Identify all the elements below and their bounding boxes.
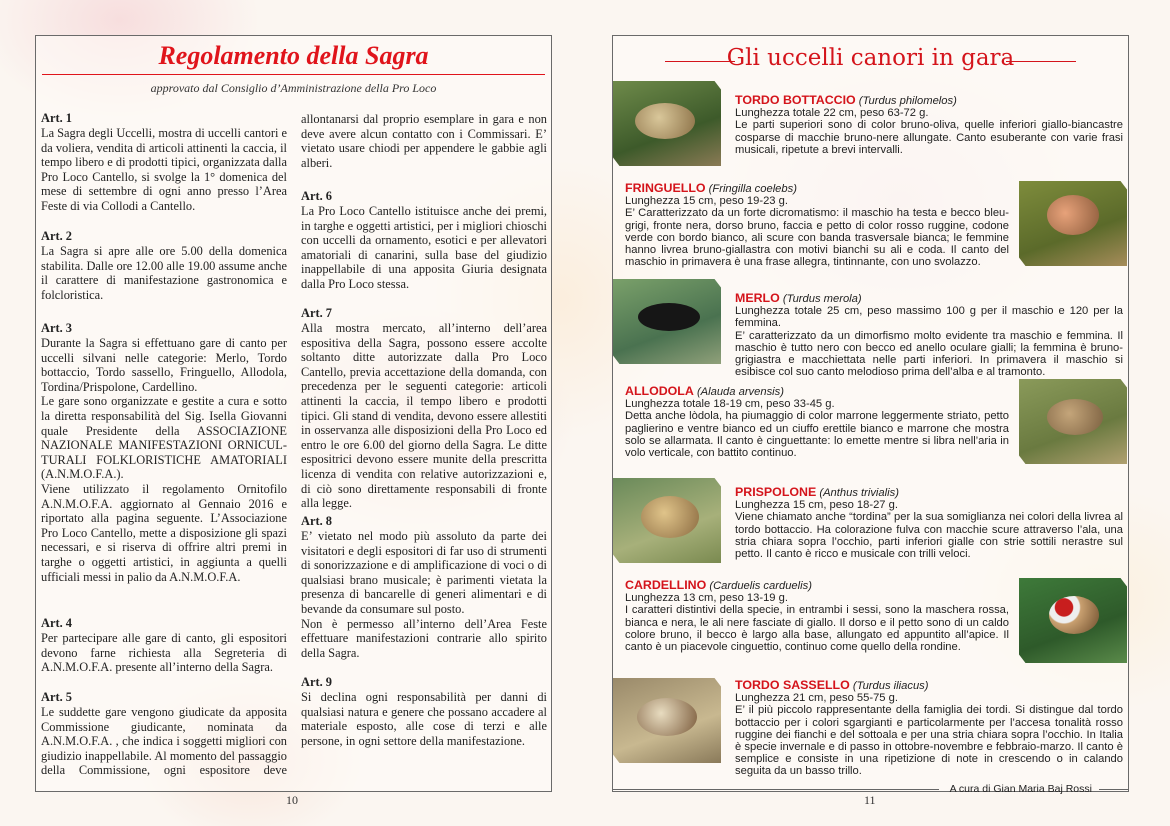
bird-name: PRISPOLONE [735,485,817,499]
bird-name: TORDO SASSELLO [735,678,850,692]
bird-description: Le parti superiori sono di color bruno-oliva, quelle inferiori giallo-biancastre cosparse di macchie bruno-nere allungate. Canto esuberante con varie frasi musicali, ripetute a brevi intervalli. [735,119,1123,156]
bird-name: TORDO BOTTACCIO [735,93,856,107]
bird-name: FRINGUELLO [625,181,706,195]
page-number: 11 [864,793,876,807]
bird-scientific-name: (Turdus philomelos) [858,95,957,107]
bird-entry [735,292,1123,378]
article-text: Non è permesso all’interno dell’Area Feste effettuare manifestazioni contrarie allo spirito della Sagra. [301,616,547,660]
bird-scientific-name: (Anthus trivialis) [819,487,899,499]
bird-name: MERLO [735,291,780,305]
bird-name: CARDELLINO [625,578,707,592]
article-text: La Pro Loco Cantello istituisce anche dei premi, in targhe e oggetti artistici, per i migliori chioschi con uccelli da ornamento, esotici e per allevatori amatoriali di canarini, sulla base del giudizio inappellabile di una apposita Giuria designata dalla Pro Loco stessa. [301,204,547,291]
bird-scientific-name: (Turdus iliacus) [852,680,929,692]
bird-description: Viene chiamato anche “tordina” per la sua somiglianza nei colori della livrea al tordo bottaccio. Ha colorazione fulva con macchie scure attraverso l’ala, una stria chiara sopra l’occhio, parti inferiori gialle con strie sottili nerastre sul petto. Il canto è ricco e musicale con trilli veloci. [735,511,1123,561]
cardellino-photo [1019,578,1127,663]
bird-entry [625,579,1009,653]
bird-name: ALLODOLA [625,384,694,398]
bird-scientific-name: (Alauda arvensis) [696,386,784,398]
article-heading: Art. 8 [301,514,332,528]
article-2 [41,229,287,302]
bird-size: Lunghezza 15 cm, peso 18-27 g. [735,499,898,512]
article-4 [41,616,287,675]
article-text: Durante la Sagra si effettuano gare di canto per uccelli silvani nelle categorie: Merlo, Tordo bottaccio, Tordo sassello, Fringuello, Allodola, Tordina/Prispolone, Cardellino. [41,336,287,394]
bird-entry [735,679,1123,778]
article-5 [41,690,287,778]
article-text: Viene utilizzato il regolamento Ornitofilo A.N.M.O.F.A. aggiornato al Gennaio 2016 e riportato alla pagina seguente. L’Associazione Pro Loco Cantello, mette a disposizione gli spazi necessari, e si riserva di offrire altri premi in targhe o oggetti artistici, in aggiunta a quelli ufficiali messi in palio da A.N.M.O.F.A. [41,481,287,584]
article-heading: Art. 6 [301,189,332,203]
article-text: Le suddette gare vengono giudicate da apposita Commissione giudicante, nominata da A.N.M.O.F.A. , che indica i soggetti migliori con giudizio inappellabile. Al momento del passaggio della Commissione, ogni espositore deve [41,705,287,778]
bird-size: Lunghezza 15 cm, peso 19-23 g. [625,195,788,208]
page-number: 10 [286,793,298,807]
article-text: Le gare sono organizzate e gestite a cura e sotto la diretta responsabilità del Sig. Isella Giovanni quale Presidente della ASSOCIAZIONE NAZIONALE MANIFESTAZIONI ORNICUL-TURALI FOLKLORISTICHE AMATORIALI (A.N.M.O.F.A.). [41,394,287,482]
page-title: Gli uccelli canori in gara [726,45,1015,71]
left-page [35,35,552,792]
article-heading: Art. 7 [301,306,332,320]
bird-scientific-name: (Fringilla coelebs) [708,183,797,195]
article-heading: Art. 4 [41,616,72,630]
tordo-sassello-photo [613,678,721,763]
bird-description: E’ caratterizzato da un dimorfismo molto evidente tra maschio e femmina. Il maschio è tutto nero con becco ed anello oculare gialli; la femmina è bruno-grigiastra e macchiettata nelle parti inferiori. In primavera il maschio si esibisce col suo canto melodioso prima dell’alba e al tramonto. [735,329,1123,379]
article-3 [41,321,287,584]
article-heading: Art. 2 [41,229,72,243]
article-1 [41,111,287,214]
credit-rule [1099,789,1129,790]
article-text: allontanarsi dal proprio esemplare in gara e non deve avere alcun contatto con i Commissari. E’ vietato usare chiodi per appendere le gabbie agli alberi. [301,112,547,170]
article-text: Si declina ogni responsabilità per danni di qualsiasi natura e genere che possano accadere al materiale esposto, alle cose di terzi e alle persone, in ogni settore della manifestazione. [301,690,547,748]
article-9 [301,675,547,748]
article-text: La Sagra degli Uccelli, mostra di uccelli cantori e da voliera, vendita di articoli attinenti la caccia, il tempo libero e di prodotti tipici, organizzata dalla Pro Loco Cantello, si svolge la 1° domenica del mese di settembre di ogni anno presso l’Area Feste di via Collodi a Cantello. [41,126,287,213]
article-7 [301,306,547,511]
article-6 [301,189,547,292]
page-title: Regolamento della Sagra [158,41,429,70]
bird-scientific-name: (Carduelis carduelis) [709,580,812,592]
bird-entry [735,486,1123,560]
article-heading: Art. 5 [41,690,72,704]
fringuello-photo [1019,181,1127,266]
article-heading: Art. 9 [301,675,332,689]
merlo-photo [613,279,721,364]
bird-size: Lunghezza 21 cm, peso 55-75 g. [735,692,898,705]
article-text: Alla mostra mercato, all’interno dell’area espositiva della Sagra, possono essere accolte soltanto ditte autorizzate dalla Pro Loco Cantello, previa accettazione della domanda, con precedenza per le seguenti categorie: articoli attinenti la caccia, il tempo libero e prodotti tipici. Gli stand di vendita, devono essere allestiti in osservanza alle disposizioni della Pro Loco ed entro le ore 6.00 del giorno della Sagra. Le ditte espositrici devono essere munite della prescritta licenza di vendita con relative autorizzazioni e, di ciò sono direttamente responsabili di fronte alla legge. [301,321,547,511]
bird-entry [625,182,1009,268]
credit-rule [613,789,939,790]
article-text: E’ vietato nel modo più assoluto da parte dei visitatori e degli espositori di far uso di strumenti di sonorizzazione e di amplificazione di voci o di qualsiasi brano musicale; è parimenti vietata la presenza di bancarelle di generi alimentari e di bevande da consumare sul posto. [301,529,547,616]
bird-entry [625,385,1009,459]
article-heading: Art. 3 [41,321,72,335]
article-8 [301,514,547,660]
bird-size: Lunghezza totale 22 cm, peso 63-72 g. [735,107,929,120]
credit-text: A cura di Gian Maria Baj Rossi [949,783,1092,795]
right-page [612,35,1129,795]
bird-size: Lunghezza 13 cm, peso 13-19 g. [625,592,788,605]
allodola-photo [1019,379,1127,464]
article-5-continued [301,112,547,170]
article-text: Per partecipare alle gare di canto, gli espositori devono farne richiesta alla Segreteria di A.N.M.O.F.A. presente all’interno della Sagra. [41,631,287,675]
bird-size: Lunghezza totale 25 cm, peso massimo 100 g per il maschio e 120 per la femmina. [735,305,1123,330]
page-subtitle: approvato dal Consiglio d’Amministrazione della Pro Loco [150,81,437,95]
bird-description: Detta anche lòdola, ha piumaggio di color marrone leggermente striato, petto paglierino e ventre bianco ed un ciuffo erettile bianco e marrone che mostra solo se allarmata. Il canto è cinguettante: lo emette mentre si libra nell’aria in volo verticale, con battito continuo. [625,410,1009,460]
bird-description: E’ Caratterizzato da un forte dicromatismo: il maschio ha testa e becco bleu-grigi, fronte nera, dorso bruno, faccia e petto di color rosso ruggine, codone verde con bordo bianco, ali scure con banda trasversale bianca; le femmine hanno livrea bruno-giallastra con motivi bianchi su ali e coda. Il canto del maschio in primavera è una frase allegra, tintinnante, con uno svolazzo. [625,207,1009,269]
bird-description: E’ il più piccolo rappresentante della famiglia dei tordi. Si distingue dal tordo bottaccio per i colori sgargianti e particolarmente per l’accesa tonalità rosso ruggine dei fianchi e del sottoala e per una stria chiara sopra l’occhio. In Italia è specie invernale e di passo in ottobre-novembre e febbraio-marzo. Il canto è semplice e consiste in una ripetizione di note in crescendo o in calando seguita da un basso trillo. [735,704,1123,778]
article-text: La Sagra si apre alle ore 5.00 della domenica stabilita. Dalle ore 12.00 alle 19.00 assume anche il carattere di manifestazione gastronomica e folcloristica. [41,244,287,302]
tordo-bottaccio-photo [613,81,721,166]
bird-entry [735,94,1123,156]
bird-size: Lunghezza totale 18-19 cm, peso 33-45 g. [625,398,835,411]
article-heading: Art. 1 [41,111,72,125]
prispolone-photo [613,478,721,563]
bird-scientific-name: (Turdus merola) [782,293,862,305]
title-rule [42,74,545,75]
bird-description: I caratteri distintivi della specie, in entrambi i sessi, sono la maschera rossa, bianca e nera, le ali nere fasciate di giallo. Il dorso e il petto sono di un caldo colore bruno, il becco è largo alla base, allungato ed appuntito all’apice. Il canto è un piacevole cinguettio, continuo come quello della rondine. [625,604,1009,654]
